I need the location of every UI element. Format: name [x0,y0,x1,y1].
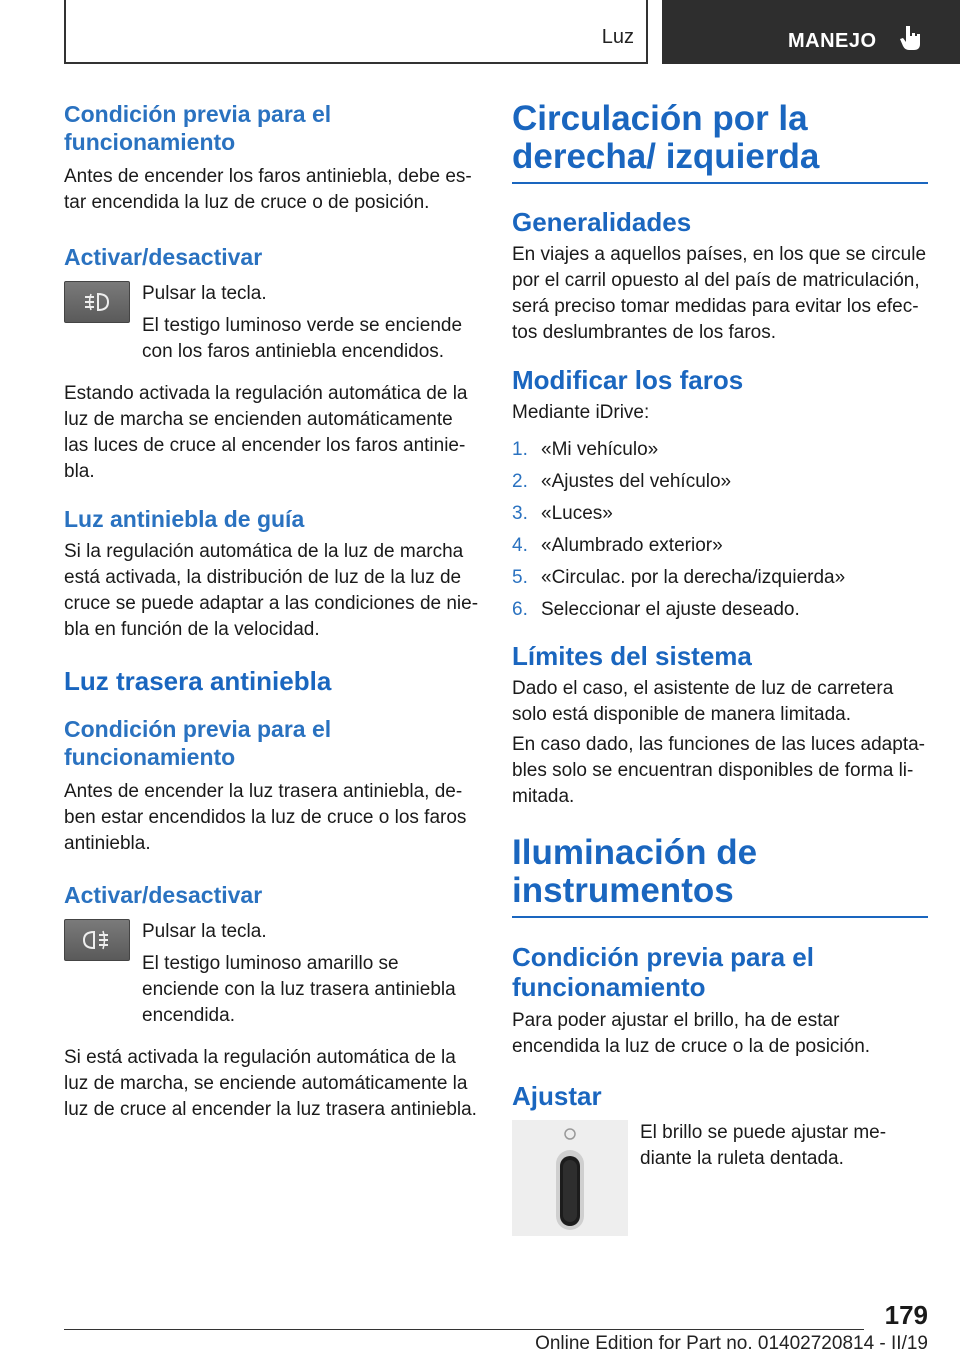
section-heading: Ajustar [512,1081,602,1111]
chapter-heading: Circulación por la derecha/ izquierda [512,100,928,184]
list-item: 4. «Alumbrado exterior» [512,535,723,556]
page-number: 179 [884,1300,928,1330]
section-heading: Generalidades [512,207,692,237]
section-heading: Límites del sistema [512,641,752,671]
hand-pointer-icon [900,24,922,57]
section-heading: Condición previa para el funcionamiento [512,942,814,1002]
list-item: 5. «Circulac. por la derecha/izquierda» [512,567,846,588]
list-item: 3. «Luces» [512,503,613,524]
list-item: 2. «Ajustes del vehículo» [512,471,732,492]
paragraph: Antes de encender los faros antiniebla, debe es-tar encendida la luz de cruce o de posición. [64,166,472,213]
header-bar [64,0,648,64]
left-column [64,100,480,1123]
section-heading: Condición previa para el funcionamiento [64,101,332,155]
paragraph: En viajes a aquellos países, en los que se circule por el carril opuesto al del país de matriculación, será preciso tomar medidas para evitar los efec-tos deslumbrantes de los faros. [512,244,927,343]
section-heading: Modificar los faros [512,365,744,395]
instruction-text: Pulsar la tecla. [142,921,267,942]
paragraph: Si está activada la regulación automática de la luz de marcha, se enciende automáticamente la luz de cruce al encender la luz trasera antiniebla. [64,1047,477,1120]
paragraph: En caso dado, las funciones de las luces adapta-bles solo se encuentran disponibles de forma li-mitada. [512,734,925,807]
right-column [512,100,928,1236]
section-heading: Activar/desactivar [64,882,263,908]
list-item: 1. «Mi vehículo» [512,439,659,460]
section-heading: Luz antiniebla de guía [64,506,305,532]
list-item: 6. Seleccionar el ajuste deseado. [512,599,800,620]
paragraph: Estando activada la regulación automática de la luz de marcha se encienden automáticamente las luces de cruce al encender los faros antinie-bla. [64,383,468,482]
section-heading: Condición previa para el funcionamiento [64,716,332,770]
paragraph: Antes de encender la luz trasera antiniebla, de-ben estar encendidos la luz de cruce o los faros antiniebla. [64,781,467,854]
paragraph: El testigo luminoso amarillo se enciende con la luz trasera antiniebla encendida. [142,953,456,1026]
instruction-text: Pulsar la tecla. [142,283,267,304]
section-heading: Activar/desactivar [64,244,263,270]
paragraph: El testigo luminoso verde se enciende con los faros antiniebla encendidos. [142,315,463,362]
chapter-title: MANEJO [788,30,877,52]
paragraph: Dado el caso, el asistente de luz de carretera solo está disponible de manera limitada. [512,678,894,725]
section-title: Luz [601,26,634,48]
edition-note: Online Edition for Part no. 01402720814 - II/19 [535,1333,928,1354]
footer-divider [64,1329,864,1330]
dimmer-wheel-image [512,1120,628,1236]
paragraph: Para poder ajustar el brillo, ha de estar encendida la luz de cruce o la de posición. [512,1010,871,1057]
chapter-tab [662,0,960,64]
paragraph: Si la regulación automática de la luz de marcha está activada, la distribución de luz de la luz de cruce se puede adaptar a las condiciones de nie-bla en función de la velocidad. [64,541,479,640]
chapter-heading: Iluminación de instrumentos [512,834,928,918]
section-heading: Luz trasera antiniebla [64,666,332,696]
steps-list [512,434,928,626]
paragraph: Mediante iDrive: [512,402,650,423]
paragraph: El brillo se puede ajustar me-diante la ruleta dentada. [640,1122,887,1169]
